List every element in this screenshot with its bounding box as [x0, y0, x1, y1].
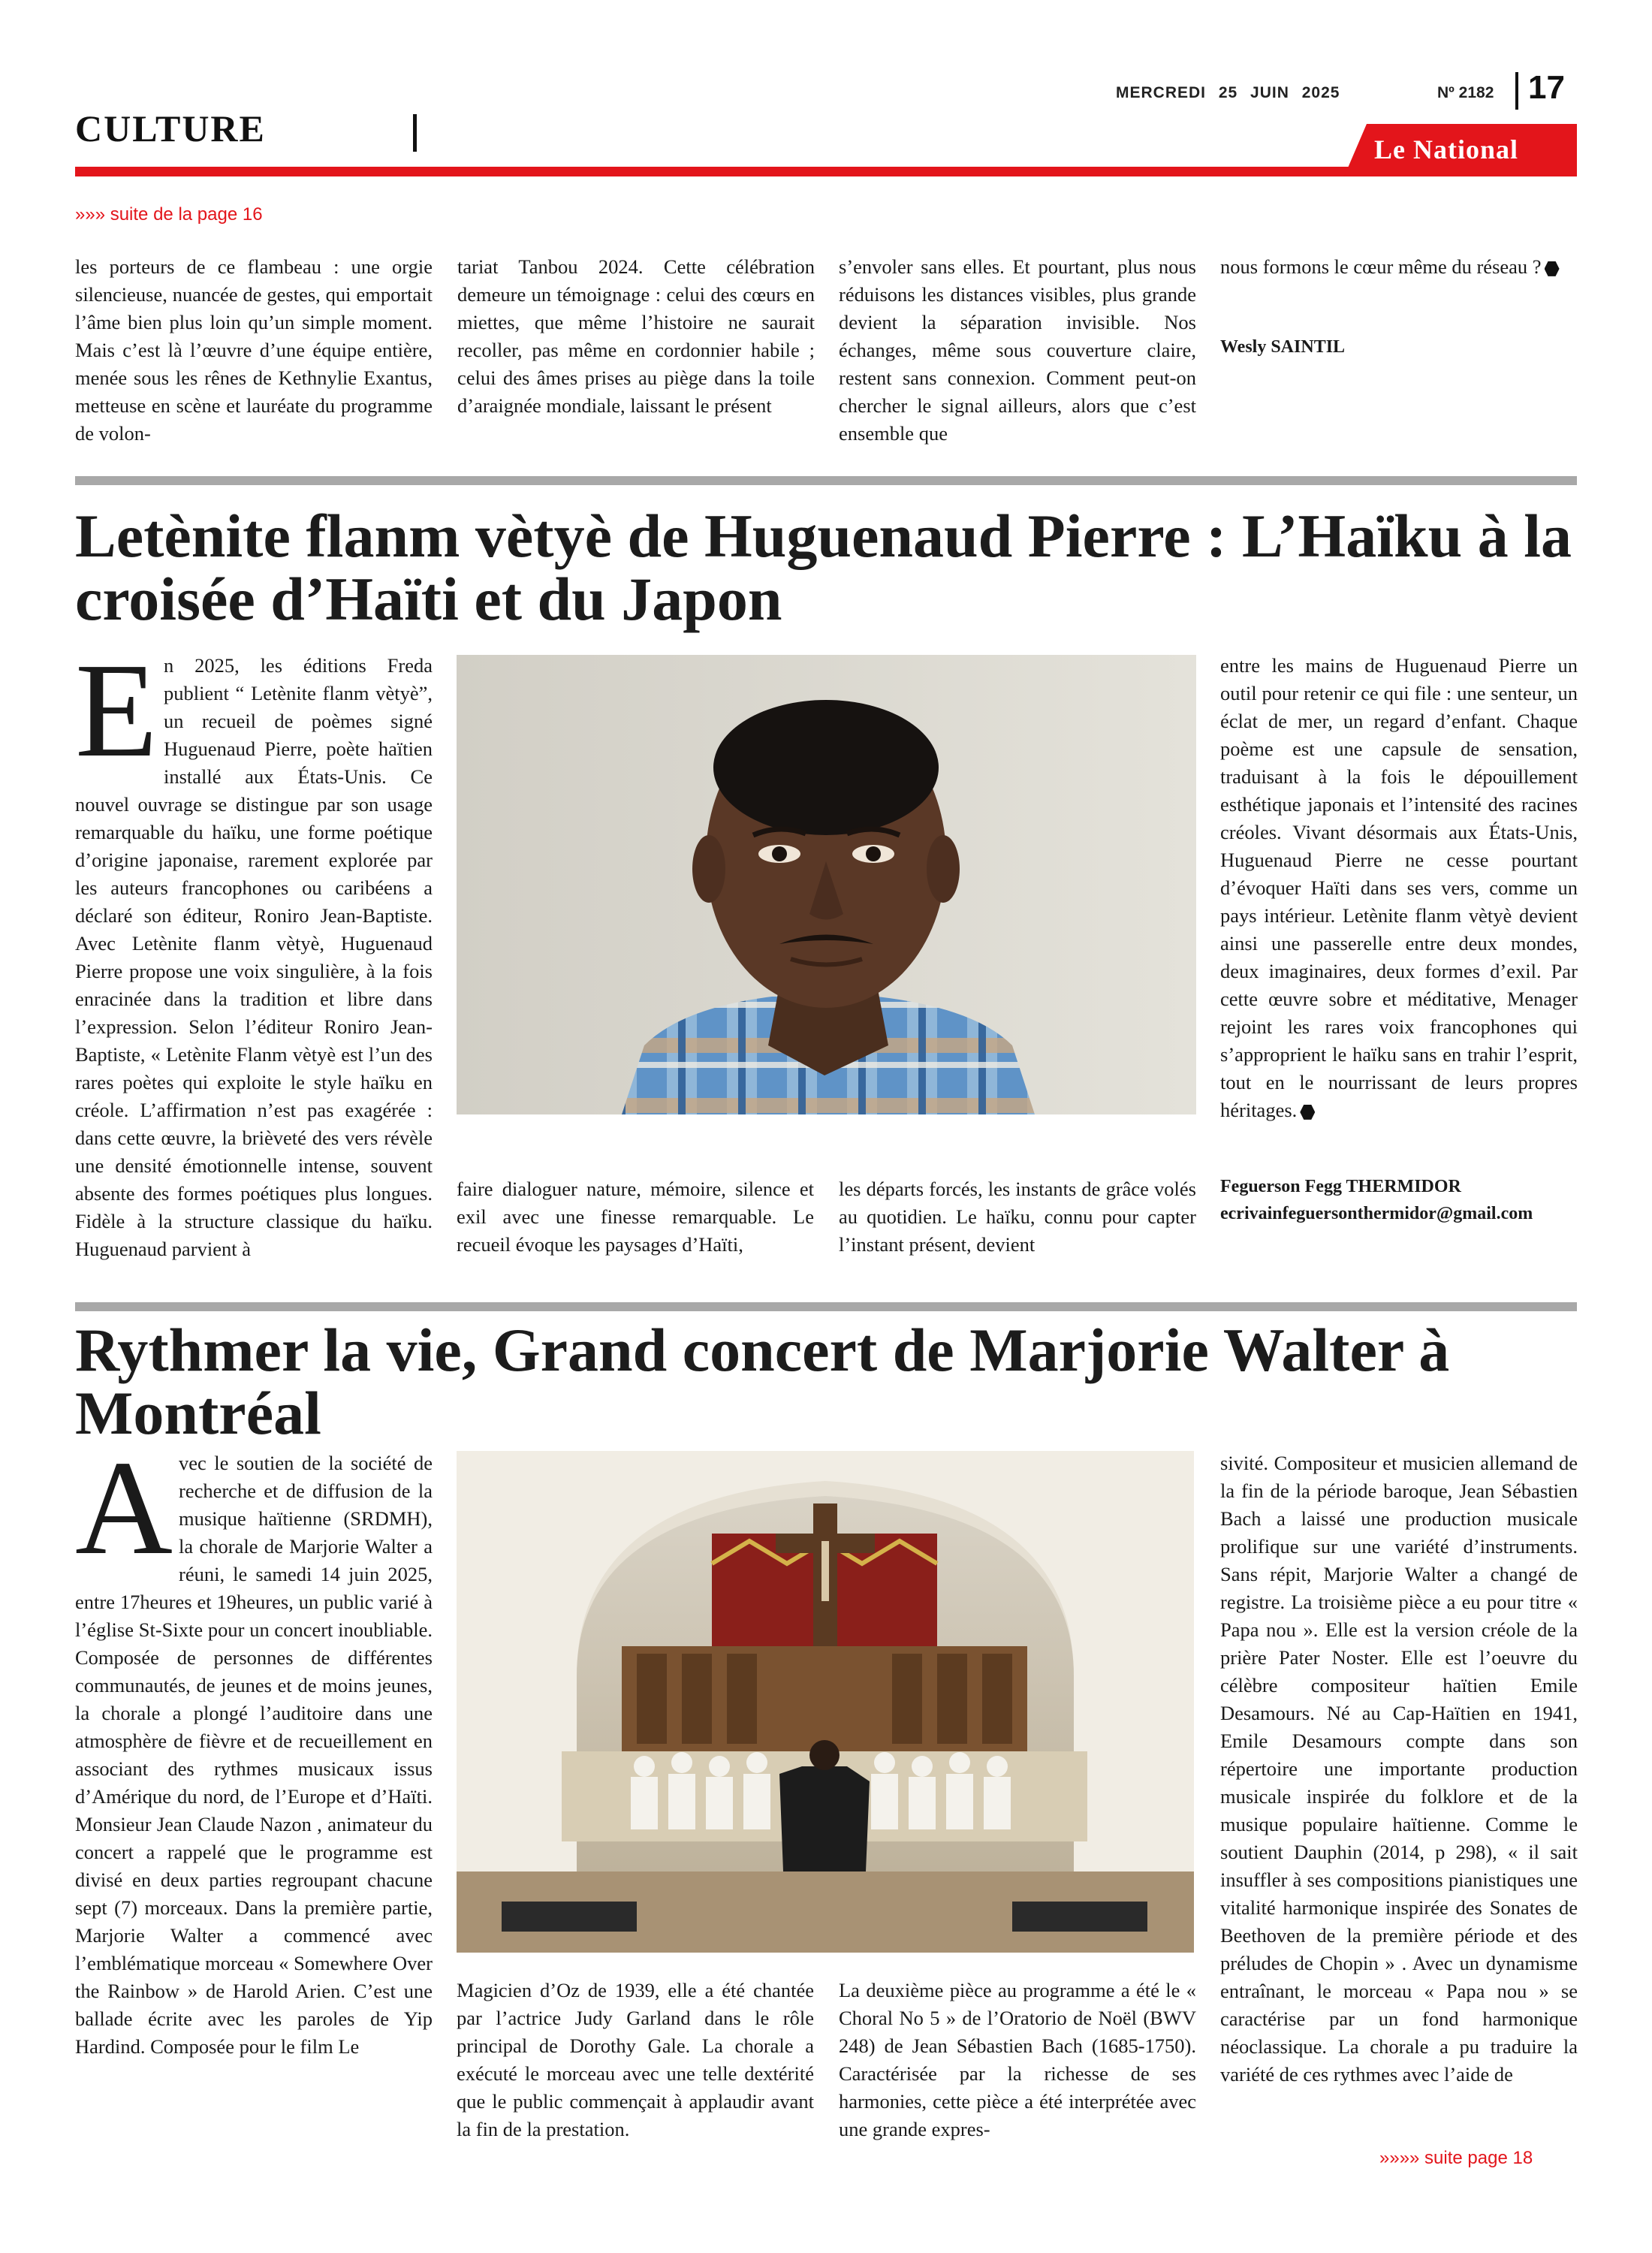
brand-name: Le National — [1374, 134, 1519, 164]
article1-email[interactable]: ecrivainfeguersonthermidor@gmail.com — [1220, 1204, 1533, 1223]
end-of-article-icon — [1545, 261, 1560, 276]
prev-article-author: Wesly SAINTIL — [1220, 337, 1346, 357]
article2-col1 — [75, 1433, 433, 2061]
portrait-illustration — [457, 655, 1196, 1114]
article1-col2: faire dialoguer nature, mémoire, silence et exil avec une finesse remarquable. Le recueil évoque les paysages d’Haïti, — [457, 1178, 814, 1256]
prev-article-col1: les porteurs de ce flambeau : une orgie silencieuse, nuancée de gestes, qui emportait l’âme bien plus loin qu’un simple moment. Mais c’est là l’œuvre d’une équipe entière, menée sous les rênes de Kethnylie Exantus, metteuse en scène et lauréate du programme de volon- — [75, 255, 433, 445]
article1-author: Feguerson Fegg THERMIDOR — [1220, 1177, 1461, 1196]
article2-col2: Magicien d’Oz de 1939, elle a été chantée par l’actrice Judy Garland dans le rôle principal de Dorothy Gale. La chorale a exécuté le morceau avec une telle dextérité que le public commençait à applaudir avant la fin de la prestation. — [457, 1979, 814, 2140]
church-concert-illustration — [457, 1451, 1194, 1953]
prev-article-col2: tariat Tanbou 2024. Cette célébration demeure un témoignage : celui des cœurs en miettes, que même l’histoire ne saurait recoller, pas même en cordonnier habile ; celui des âmes prises au piège dans la toile d’araignée mondiale, laissant le présent — [457, 255, 815, 417]
section-divider — [413, 114, 417, 152]
prev-article-col3: s’envoler sans elles. Et pourtant, plus nous réduisons les distances visibles, plus grande devient la séparation invisible. Nos échanges, même sous couverture claire, restent sans connexion. Comment peut-on chercher le signal ailleurs, alors que c’est ensemble que — [839, 255, 1196, 445]
end-of-article-icon — [1300, 1105, 1315, 1120]
section-separator — [75, 476, 1577, 485]
article1-col1 — [75, 635, 433, 1263]
article2-dropcap: A — [75, 1433, 173, 1582]
issue-date: MERCREDI 25 JUIN 2025 — [1116, 84, 1340, 101]
header-divider — [1515, 72, 1518, 110]
article2-col3: La deuxième pièce au programme a été le « Choral No 5 » de l’Oratorio de Noël (BWV 248) de Jean Sébastien Bach (1685-1750). Caractérisée par la richesse de ses harmonies, cette pièce a été interprétée avec une grande expres- — [839, 1979, 1196, 2140]
issue-number: Nº 2182 — [1437, 84, 1494, 101]
section-separator — [75, 1302, 1577, 1311]
author-portrait-photo — [457, 655, 1196, 1114]
article1-col4 — [1220, 652, 1578, 1124]
article2-col1-text: vec le soutien de la société de recherche et de diffusion de la musique haïtienne (SRDMH), la chorale de Marjorie Walter a réuni, le samedi 14 juin 2025, entre 17heures et 19heures, un public varié à l’église St-Sixte pour un concert inoubliable. Composée de personnes de différentes communautés, de jeunes et de moins jeunes, la chorale a plongé l’auditoire dans une atmosphère de fièvre et de recueillement en associant des rythmes musicaux issus d’Amérique du nord, de l’Europe et d’Haïti. Monsieur Jean Claude Nazon , animateur du concert a rappelé que le programme est divisé en deux parties regroupant chacune sept (7) morceaux. Dans la première partie, Marjorie Walter a commencé avec l’emblématique morceau « Somewhere Over the Rainbow » de Harold Arien. C’est une ballade écrite avec les paroles de Yip Hardind. Composée pour le film Le — [75, 1452, 433, 2058]
article1-dropcap: E — [75, 635, 158, 785]
continued-from-link[interactable]: »»» suite de la page 16 — [75, 204, 263, 225]
article1-col3: les départs forcés, les instants de grâce volés au quotidien. Le haïku, connu pour capter l’instant présent, devient — [839, 1178, 1196, 1256]
article2-headline: Rythmer la vie, Grand concert de Marjorie Walter à Montréal — [75, 1316, 1450, 1447]
article1-headline: Letènite flanm vètyè de Huguenaud Pierre : L’Haïku à la croisée d’Haïti et du Japon — [75, 502, 1572, 633]
article1-col1-text: n 2025, les éditions Freda publient “ Letènite flanm vètyè”, un recueil de poèmes signé Huguenaud Pierre, poète haïtien installé aux États-Unis. Ce nouvel ouvrage se distingue par son usage remarquable du haïku, une forme poétique d’origine japonaise, rarement explorée par les auteurs francophones ou caribéens a déclaré son éditeur, Roniro Jean-Baptiste. Avec Letènite flanm vètyè, Huguenaud Pierre propose une voix singulière, à la fois enracinée dans la tradition et libre dans l’expression. Selon l’éditeur Roniro Jean-Baptiste, « Letènite Flanm vètyè est l’un des rares poètes qui exploite le style haïku en créole. L’affirmation n’est pas exagérée : dans cette œuvre, la brièveté des vers révèle une densité émotionnelle intense, souvent absente des formes poétiques plus longues. Fidèle à la structure classique du haïku. Huguenaud parvient à — [75, 654, 433, 1260]
article1-col4-text: entre les mains de Huguenaud Pierre un outil pour retenir ce qui file : une senteur, un éclat de mer, un regard d’enfant. Chaque poème est une capsule de sensation, traduisant à la fois le dépouillement esthétique japonais et l’intensité des racines créoles. Vivant désormais aux États-Unis, Huguenaud Pierre ne cesse pourtant d’évoquer Haïti dans ses vers, comme un pays intérieur. Letènite flanm vètyè devient ainsi une passerelle entre deux mondes, deux imaginaires, deux formes d’exil. Par cette œuvre sobre et méditative, Menager rejoint les rares voix francophones qui s’approprient le haïku sans en trahir l’esprit, tout en le nourrissant de leurs propres héritages. — [1220, 654, 1578, 1121]
prev-article-col4 — [1220, 253, 1578, 281]
page-number: 17 — [1528, 69, 1565, 106]
concert-photo — [457, 1451, 1194, 1953]
section-title: CULTURE — [75, 107, 266, 149]
prev-article-col4-text: nous formons le cœur même du réseau ? — [1220, 255, 1542, 278]
article2-col4: sivité. Compositeur et musicien allemand de la fin de la période baroque, Jean Sébastien Bach a laissé une production musicale prolifique sur une variété d’instruments. Sans répit, Marjorie Walter a changé de registre. La troisième pièce a eu pour titre « Papa nou ». Elle est la version créole de la prière Pater Noster. Elle est l’oeuvre du célèbre compositeur haïtien Emile Desamours. Né au Cap-Haïtien en 1941, Emile Desamours compte dans son répertoire une importante production musicale inspirée du folklore et de la musique populaire haïtienne. Comme le soutient Dauphin (2014, p 298), « il sait insuffler à ses compositions pianistiques une vitalité harmonique inspirée des Sonates de Beethoven de la première période et des préludes de Chopin » . Avec un dynamisme entraînant, le morceau « Papa nou » se caractérise par un fond harmonique néoclassique. La chorale a pu traduire la variété de ces rythmes avec l’aide de — [1220, 1452, 1578, 2086]
continued-to-link[interactable]: »»»» suite page 18 — [1379, 2148, 1533, 2168]
